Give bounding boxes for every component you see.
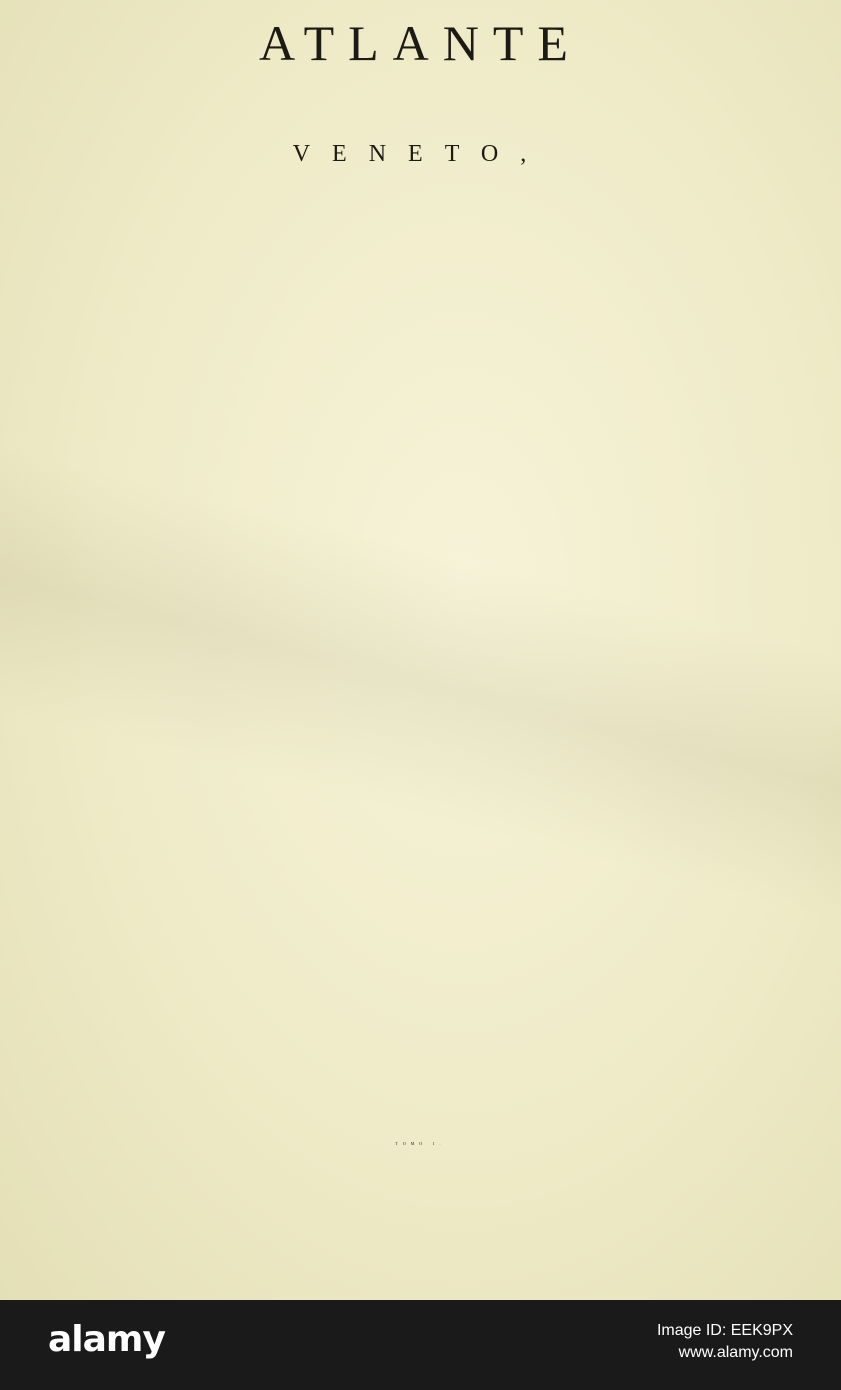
watermark-site: www.alamy.com	[678, 1344, 793, 1361]
title-atlante: ATLANTE	[259, 15, 582, 71]
volume-number: TOMO I.	[395, 1141, 446, 1146]
watermark-image-id: Image ID: EEK9PX	[656, 1322, 793, 1339]
watermark-info	[657, 1320, 793, 1364]
paper-shadow	[0, 431, 841, 949]
watermark-brand: alamy	[48, 1319, 165, 1360]
title-veneto: VENETO,	[292, 141, 549, 167]
